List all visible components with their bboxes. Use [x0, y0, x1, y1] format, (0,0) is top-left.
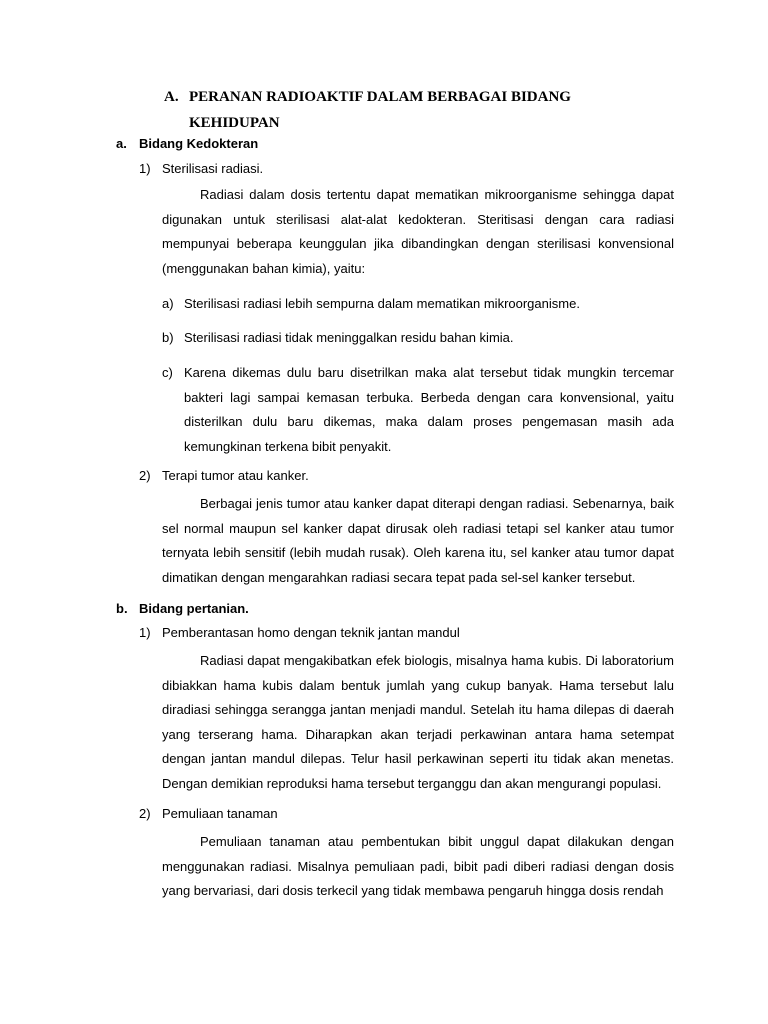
- title-marker: A.: [164, 89, 179, 105]
- item-b2-marker: 2): [139, 806, 151, 821]
- item-a1-title: Sterilisasi radiasi.: [162, 161, 264, 176]
- point-a1-c: [162, 361, 674, 459]
- point-text: Karena dikemas dulu baru disetrilkan maka alat tersebut tidak mungkin tercemar bakteri lagi sampai kemasan terbuka. Berbeda dengan cara konvensional, yaitu disterilkan dulu baru dikemas, maka dalam proses pengemasan masih ada kemungkinan terkena bibit penyakit.: [184, 365, 674, 454]
- point-marker: c): [162, 365, 173, 380]
- item-b1-marker: 1): [139, 625, 151, 640]
- point-text: Sterilisasi radiasi lebih sempurna dalam mematikan mikroorganisme.: [184, 296, 580, 311]
- point-a1-a: [162, 292, 674, 317]
- item-a2-title: Terapi tumor atau kanker.: [162, 468, 309, 483]
- point-a1-b: [162, 326, 674, 351]
- point-marker: b): [162, 330, 174, 345]
- section-a-title: Bidang Kedokteran: [139, 136, 259, 151]
- section-b-title: Bidang pertanian.: [139, 601, 249, 616]
- point-marker: a): [162, 296, 174, 311]
- section-b-marker: b.: [116, 601, 128, 616]
- item-a1-paragraph: Radiasi dalam dosis tertentu dapat mematikan mikroorganisme sehingga dapat digunakan untuk sterilisasi alat-alat kedokteran. Steritisasi dengan cara radiasi mempunyai beberapa keunggulan jika dibandingkan dengan sterilisasi konvensional (menggunakan bahan kimia), yaitu:: [162, 187, 674, 276]
- point-text: Sterilisasi radiasi tidak meninggalkan residu bahan kimia.: [184, 330, 514, 345]
- item-b1-title: Pemberantasan homo dengan teknik jantan mandul: [162, 625, 460, 640]
- title-text: PERANAN RADIOAKTIF DALAM BERBAGAI BIDANG KEHIDUPAN: [189, 89, 571, 131]
- item-b1-paragraph: Radiasi dapat mengakibatkan efek biologis, misalnya hama kubis. Di laboratorium dibiakkan hama kubis dalam bentuk jumlah yang cukup banyak. Hama tersebut lalu diradiasi sehingga serangga jantan menjadi mandul. Setelah itu hama dilepas di daerah yang terserang hama. Diharapkan akan terjadi perkawinan antara hama setempat dengan jantan mandul dilepas. Telur hasil perkawinan seperti itu tidak akan menetas. Dengan demikian reproduksi hama tersebut terganggu dan akan mengurangi populasi.: [162, 653, 674, 791]
- section-a-marker: a.: [116, 136, 127, 151]
- item-a1-marker: 1): [139, 161, 151, 176]
- item-b2-paragraph: Pemuliaan tanaman atau pembentukan bibit unggul dapat dilakukan dengan menggunakan radiasi. Misalnya pemuliaan padi, bibit padi diberi radiasi dengan dosis yang bervariasi, dari dosis terkecil yang tidak membawa pengaruh hingga dosis rendah: [162, 834, 674, 898]
- item-a2-marker: 2): [139, 468, 151, 483]
- item-b2-title: Pemuliaan tanaman: [162, 806, 278, 821]
- item-a2-paragraph: Berbagai jenis tumor atau kanker dapat diterapi dengan radiasi. Sebenarnya, baik sel normal maupun sel kanker dapat dirusak oleh radiasi tetapi sel kanker atau tumor ternyata lebih sensitif (lebih mudah rusak). Oleh karena itu, sel kanker atau tumor dapat dimatikan dengan mengarahkan radiasi secara tepat pada sel-sel kanker tersebut.: [162, 496, 674, 585]
